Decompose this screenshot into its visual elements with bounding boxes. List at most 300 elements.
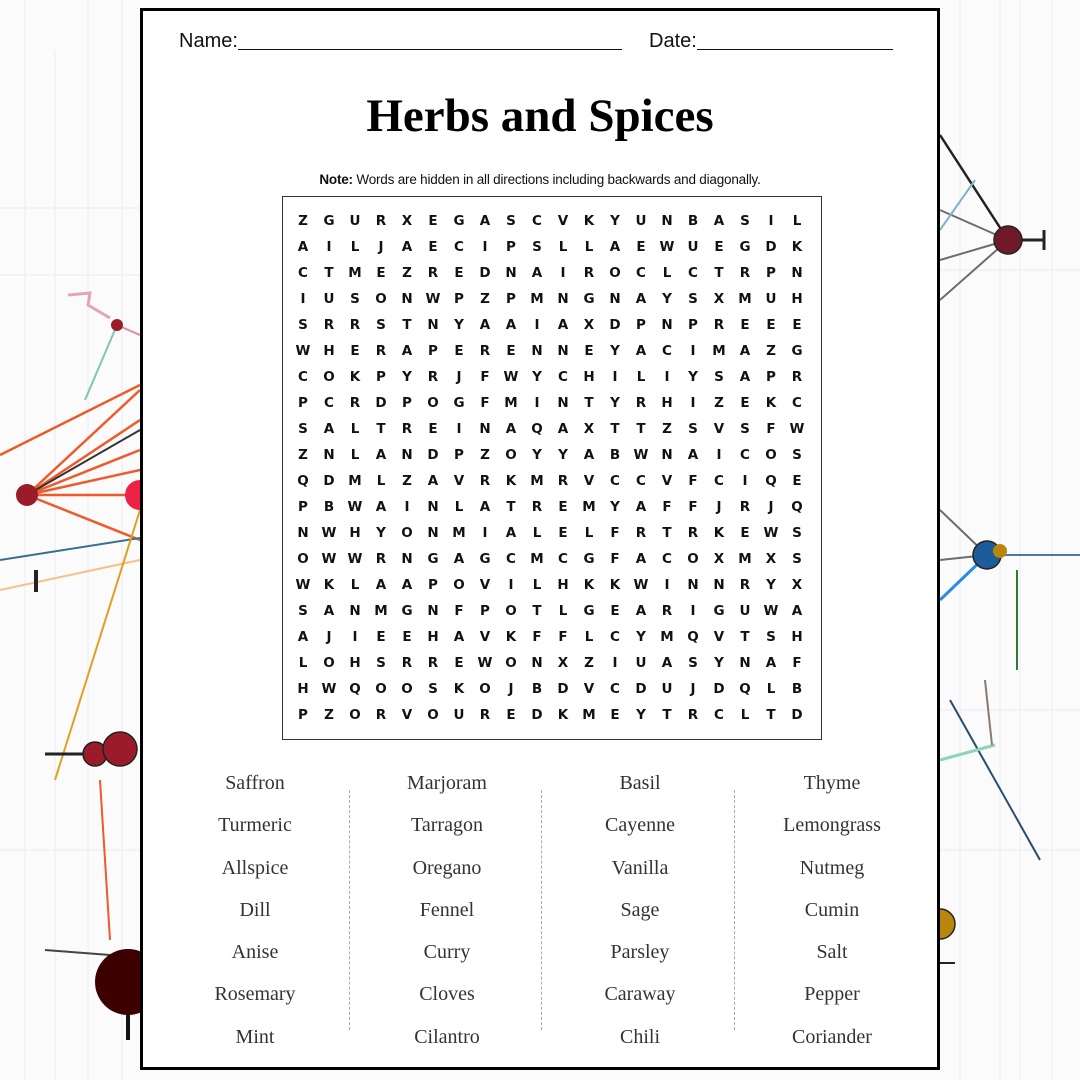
grid-letter[interactable]: O [505,603,517,619]
grid-letter[interactable]: D [713,681,725,697]
grid-letter[interactable]: W [763,525,779,541]
grid-letter[interactable]: I [664,369,670,385]
grid-letter[interactable]: G [401,603,413,619]
grid-letter[interactable]: Q [297,473,309,489]
grid-letter[interactable]: C [558,369,568,385]
grid-letter[interactable]: S [740,421,750,437]
grid-letter[interactable]: R [349,317,361,333]
grid-letter[interactable]: O [375,681,387,697]
grid-letter[interactable]: J [716,499,722,515]
grid-letter[interactable]: F [480,369,490,385]
grid-letter[interactable]: S [688,291,698,307]
grid-letter[interactable]: M [452,525,466,541]
grid-letter[interactable]: I [352,629,358,645]
grid-letter[interactable]: R [375,213,387,229]
grid-letter[interactable]: X [557,655,569,671]
grid-letter[interactable]: D [479,265,491,281]
grid-letter[interactable]: F [688,473,698,489]
grid-letter[interactable]: G [323,213,335,229]
grid-letter[interactable]: Y [610,499,620,515]
grid-letter[interactable]: T [766,707,776,723]
grid-letter[interactable]: A [635,343,647,359]
grid-letter[interactable]: C [454,239,464,255]
grid-letter[interactable]: N [401,291,413,307]
grid-letter[interactable]: H [349,525,361,541]
grid-letter[interactable]: W [477,655,493,671]
grid-letter[interactable]: F [610,525,620,541]
grid-letter[interactable]: S [350,291,360,307]
grid-letter[interactable]: R [739,499,751,515]
grid-letter[interactable]: V [583,681,595,697]
grid-letter[interactable]: G [583,291,595,307]
grid-letter[interactable]: R [635,525,647,541]
grid-letter[interactable]: Y [610,343,620,359]
grid-letter[interactable]: I [404,499,410,515]
grid-letter[interactable]: O [479,681,491,697]
grid-letter[interactable]: G [791,343,803,359]
grid-letter[interactable]: H [661,395,673,411]
grid-letter[interactable]: F [454,603,464,619]
grid-letter[interactable]: C [532,213,542,229]
date-blank-line[interactable] [697,29,893,50]
grid-letter[interactable]: E [376,265,386,281]
grid-letter[interactable]: H [323,343,335,359]
grid-letter[interactable]: A [791,603,803,619]
grid-letter[interactable]: Y [376,525,386,541]
grid-letter[interactable]: S [376,655,386,671]
grid-letter[interactable]: P [766,369,776,385]
grid-letter[interactable]: N [557,291,569,307]
grid-letter[interactable]: V [713,629,725,645]
grid-letter[interactable]: P [766,265,776,281]
grid-letter[interactable]: J [378,239,384,255]
grid-letter[interactable]: Z [298,447,308,463]
grid-letter[interactable]: D [609,317,621,333]
grid-letter[interactable]: W [763,603,779,619]
grid-letter[interactable]: E [558,499,568,515]
grid-letter[interactable]: Z [402,473,412,489]
grid-letter[interactable]: L [350,239,360,255]
grid-letter[interactable]: N [687,577,699,593]
grid-letter[interactable]: F [766,421,776,437]
grid-letter[interactable]: E [792,317,802,333]
grid-letter[interactable]: C [662,343,672,359]
grid-letter[interactable]: M [530,473,544,489]
grid-letter[interactable]: M [582,499,596,515]
grid-letter[interactable]: C [298,265,308,281]
grid-letter[interactable]: I [768,213,774,229]
grid-letter[interactable]: P [688,317,698,333]
grid-letter[interactable]: H [791,291,803,307]
grid-letter[interactable]: T [740,629,750,645]
grid-letter[interactable]: O [401,681,413,697]
grid-letter[interactable]: E [792,473,802,489]
grid-letter[interactable]: A [427,473,439,489]
grid-letter[interactable]: R [583,265,595,281]
grid-letter[interactable]: L [454,499,464,515]
grid-letter[interactable]: S [688,421,698,437]
grid-letter[interactable]: O [401,525,413,541]
grid-letter[interactable]: A [323,421,335,437]
grid-letter[interactable]: E [558,525,568,541]
grid-letter[interactable]: R [427,265,439,281]
grid-letter[interactable]: A [635,291,647,307]
grid-letter[interactable]: P [428,577,438,593]
grid-letter[interactable]: S [792,447,802,463]
grid-letter[interactable]: T [376,421,386,437]
grid-letter[interactable]: R [635,395,647,411]
grid-letter[interactable]: G [739,239,751,255]
grid-letter[interactable]: C [610,629,620,645]
grid-letter[interactable]: T [506,499,516,515]
grid-letter[interactable]: L [792,213,802,229]
grid-letter[interactable]: K [791,239,803,255]
grid-letter[interactable]: R [479,343,491,359]
grid-letter[interactable]: Z [662,421,672,437]
grid-letter[interactable]: C [714,473,724,489]
grid-letter[interactable]: L [766,681,776,697]
grid-letter[interactable]: N [557,395,569,411]
grid-letter[interactable]: K [557,707,569,723]
grid-letter[interactable]: D [427,447,439,463]
grid-letter[interactable]: R [479,473,491,489]
grid-letter[interactable]: E [428,213,438,229]
grid-letter[interactable]: E [610,707,620,723]
grid-letter[interactable]: O [505,655,517,671]
grid-letter[interactable]: C [636,265,646,281]
grid-letter[interactable]: N [531,343,543,359]
grid-letter[interactable]: R [531,499,543,515]
grid-letter[interactable]: S [740,213,750,229]
grid-letter[interactable]: W [633,577,649,593]
grid-letter[interactable]: V [583,473,595,489]
grid-letter[interactable]: B [531,681,543,697]
grid-letter[interactable]: E [610,603,620,619]
grid-letter[interactable]: P [298,499,308,515]
grid-letter[interactable]: P [376,369,386,385]
grid-letter[interactable]: Q [739,681,751,697]
grid-letter[interactable]: B [323,499,335,515]
grid-letter[interactable]: A [739,369,751,385]
grid-letter[interactable]: E [740,317,750,333]
grid-letter[interactable]: U [739,603,751,619]
grid-letter[interactable]: M [530,291,544,307]
grid-letter[interactable]: C [662,551,672,567]
grid-letter[interactable]: G [479,551,491,567]
grid-letter[interactable]: A [635,603,647,619]
grid-letter[interactable]: N [531,655,543,671]
grid-letter[interactable]: V [479,629,491,645]
grid-letter[interactable]: L [662,265,672,281]
grid-letter[interactable]: A [531,265,543,281]
grid-letter[interactable]: P [428,343,438,359]
grid-letter[interactable]: I [612,655,618,671]
name-blank-line[interactable] [238,29,622,50]
grid-letter[interactable]: L [558,239,568,255]
grid-letter[interactable]: R [427,369,439,385]
grid-letter[interactable]: D [323,473,335,489]
grid-letter[interactable]: S [714,369,724,385]
grid-letter[interactable]: E [454,343,464,359]
grid-letter[interactable]: L [584,525,594,541]
grid-letter[interactable]: P [454,291,464,307]
grid-letter[interactable]: R [375,551,387,567]
grid-letter[interactable]: W [347,551,363,567]
grid-letter[interactable]: U [687,239,699,255]
grid-letter[interactable]: N [297,525,309,541]
grid-letter[interactable]: O [687,551,699,567]
grid-letter[interactable]: B [609,447,621,463]
grid-letter[interactable]: F [610,551,620,567]
grid-letter[interactable]: A [401,343,413,359]
grid-letter[interactable]: M [374,603,388,619]
grid-letter[interactable]: A [297,629,309,645]
grid-letter[interactable]: A [635,499,647,515]
grid-letter[interactable]: Y [610,395,620,411]
grid-letter[interactable]: S [298,603,308,619]
grid-letter[interactable]: W [659,239,675,255]
grid-letter[interactable]: O [323,655,335,671]
grid-letter[interactable]: F [688,499,698,515]
grid-letter[interactable]: J [326,629,332,645]
grid-letter[interactable]: O [505,447,517,463]
grid-letter[interactable]: P [402,395,412,411]
grid-letter[interactable]: A [479,317,491,333]
grid-letter[interactable]: X [713,551,725,567]
grid-letter[interactable]: S [298,317,308,333]
grid-letter[interactable]: W [347,499,363,515]
grid-letter[interactable]: E [428,239,438,255]
grid-letter[interactable]: N [479,421,491,437]
grid-letter[interactable]: N [427,525,439,541]
grid-letter[interactable]: Y [636,629,646,645]
grid-letter[interactable]: U [635,213,647,229]
grid-letter[interactable]: G [427,551,439,567]
grid-letter[interactable]: A [479,213,491,229]
grid-letter[interactable]: I [326,239,332,255]
grid-letter[interactable]: A [401,239,413,255]
grid-letter[interactable]: E [506,343,516,359]
grid-letter[interactable]: X [401,213,413,229]
grid-letter[interactable]: A [557,421,569,437]
grid-letter[interactable]: U [323,291,335,307]
grid-letter[interactable]: P [636,317,646,333]
grid-letter[interactable]: Y [714,655,724,671]
grid-letter[interactable]: X [765,551,777,567]
grid-letter[interactable]: I [482,239,488,255]
grid-letter[interactable]: F [480,395,490,411]
grid-letter[interactable]: Y [766,577,776,593]
grid-letter[interactable]: L [298,655,308,671]
grid-letter[interactable]: M [738,291,752,307]
grid-letter[interactable]: W [633,447,649,463]
grid-letter[interactable]: N [609,291,621,307]
grid-letter[interactable]: N [661,447,673,463]
grid-letter[interactable]: T [402,317,412,333]
grid-letter[interactable]: E [402,629,412,645]
grid-letter[interactable]: Y [454,317,464,333]
grid-letter[interactable]: V [453,473,465,489]
grid-letter[interactable]: N [349,603,361,619]
grid-letter[interactable]: S [298,421,308,437]
grid-letter[interactable]: Y [558,447,568,463]
grid-letter[interactable]: E [714,239,724,255]
grid-letter[interactable]: C [714,707,724,723]
grid-letter[interactable]: L [636,369,646,385]
grid-letter[interactable]: Z [766,343,776,359]
grid-letter[interactable]: K [609,577,621,593]
grid-letter[interactable]: E [766,317,776,333]
grid-letter[interactable]: V [713,421,725,437]
grid-letter[interactable]: A [375,499,387,515]
grid-letter[interactable]: L [532,525,542,541]
grid-letter[interactable]: N [323,447,335,463]
grid-letter[interactable]: N [739,655,751,671]
grid-letter[interactable]: R [557,473,569,489]
grid-letter[interactable]: C [610,681,620,697]
grid-letter[interactable]: A [609,239,621,255]
grid-letter[interactable]: R [401,421,413,437]
grid-letter[interactable]: U [453,707,465,723]
grid-letter[interactable]: J [508,681,514,697]
grid-letter[interactable]: J [456,369,462,385]
grid-letter[interactable]: N [505,265,517,281]
grid-letter[interactable]: A [583,447,595,463]
grid-letter[interactable]: G [713,603,725,619]
grid-letter[interactable]: W [321,525,337,541]
grid-letter[interactable]: C [558,551,568,567]
grid-letter[interactable]: M [348,265,362,281]
grid-letter[interactable]: O [765,447,777,463]
grid-letter[interactable]: H [583,369,595,385]
grid-letter[interactable]: L [740,707,750,723]
grid-letter[interactable]: R [479,707,491,723]
grid-letter[interactable]: A [505,421,517,437]
grid-letter[interactable]: Z [480,291,490,307]
grid-letter[interactable]: O [375,291,387,307]
grid-letter[interactable]: F [792,655,802,671]
grid-letter[interactable]: N [401,551,413,567]
grid-letter[interactable]: Q [349,681,361,697]
grid-letter[interactable]: I [664,577,670,593]
grid-letter[interactable]: F [662,499,672,515]
grid-letter[interactable]: T [532,603,542,619]
grid-letter[interactable]: I [534,317,540,333]
grid-letter[interactable]: O [323,369,335,385]
name-field[interactable] [179,29,622,53]
grid-letter[interactable]: D [375,395,387,411]
grid-letter[interactable]: R [739,577,751,593]
grid-letter[interactable]: C [610,473,620,489]
grid-letter[interactable]: Z [298,213,308,229]
grid-letter[interactable]: O [297,551,309,567]
grid-letter[interactable]: R [661,603,673,619]
grid-letter[interactable]: W [425,291,441,307]
grid-letter[interactable]: O [427,395,439,411]
grid-letter[interactable]: Z [480,447,490,463]
grid-letter[interactable]: I [690,343,696,359]
grid-letter[interactable]: H [297,681,309,697]
grid-letter[interactable]: N [427,603,439,619]
grid-letter[interactable]: O [427,707,439,723]
grid-letter[interactable]: W [295,343,311,359]
grid-letter[interactable]: L [376,473,386,489]
grid-letter[interactable]: R [739,265,751,281]
grid-letter[interactable]: I [690,603,696,619]
grid-letter[interactable]: A [661,655,673,671]
grid-letter[interactable]: L [584,239,594,255]
grid-letter[interactable]: R [687,525,699,541]
grid-letter[interactable]: S [766,629,776,645]
grid-letter[interactable]: C [636,473,646,489]
grid-letter[interactable]: X [583,421,595,437]
grid-letter[interactable]: L [558,603,568,619]
grid-letter[interactable]: A [323,603,335,619]
grid-letter[interactable]: M [582,707,596,723]
grid-letter[interactable]: O [609,265,621,281]
grid-letter[interactable]: R [791,369,803,385]
grid-letter[interactable]: P [480,603,490,619]
grid-letter[interactable]: P [506,239,516,255]
grid-letter[interactable]: T [636,421,646,437]
grid-letter[interactable]: E [376,629,386,645]
grid-letter[interactable]: R [401,655,413,671]
grid-letter[interactable]: B [791,681,803,697]
grid-letter[interactable]: H [349,655,361,671]
grid-letter[interactable]: W [503,369,519,385]
grid-letter[interactable]: S [376,317,386,333]
grid-letter[interactable]: P [298,395,308,411]
grid-letter[interactable]: X [713,291,725,307]
grid-letter[interactable]: Y [688,369,698,385]
grid-letter[interactable]: M [504,395,518,411]
grid-letter[interactable]: A [687,447,699,463]
grid-letter[interactable]: T [324,265,334,281]
grid-letter[interactable]: S [688,655,698,671]
grid-letter[interactable]: A [635,551,647,567]
grid-letter[interactable]: M [530,551,544,567]
grid-letter[interactable]: Q [687,629,699,645]
grid-letter[interactable]: Y [532,447,542,463]
grid-letter[interactable]: X [583,317,595,333]
grid-letter[interactable]: E [454,265,464,281]
grid-letter[interactable]: X [791,577,803,593]
grid-letter[interactable]: I [534,395,540,411]
grid-letter[interactable]: N [401,447,413,463]
grid-letter[interactable]: W [789,421,805,437]
grid-letter[interactable]: Z [324,707,334,723]
grid-letter[interactable]: N [427,499,439,515]
grid-letter[interactable]: Q [531,421,543,437]
grid-letter[interactable]: A [453,629,465,645]
grid-letter[interactable]: Z [584,655,594,671]
grid-letter[interactable]: K [583,577,595,593]
grid-letter[interactable]: Q [791,499,803,515]
grid-letter[interactable]: S [532,239,542,255]
grid-letter[interactable]: T [584,395,594,411]
grid-letter[interactable]: H [427,629,439,645]
grid-letter[interactable]: P [454,447,464,463]
grid-letter[interactable]: L [532,577,542,593]
grid-letter[interactable]: O [453,577,465,593]
grid-letter[interactable]: Z [402,265,412,281]
grid-letter[interactable]: H [791,629,803,645]
grid-letter[interactable]: D [557,681,569,697]
grid-letter[interactable]: V [401,707,413,723]
grid-letter[interactable]: V [661,473,673,489]
grid-letter[interactable]: F [532,629,542,645]
grid-letter[interactable]: F [558,629,568,645]
